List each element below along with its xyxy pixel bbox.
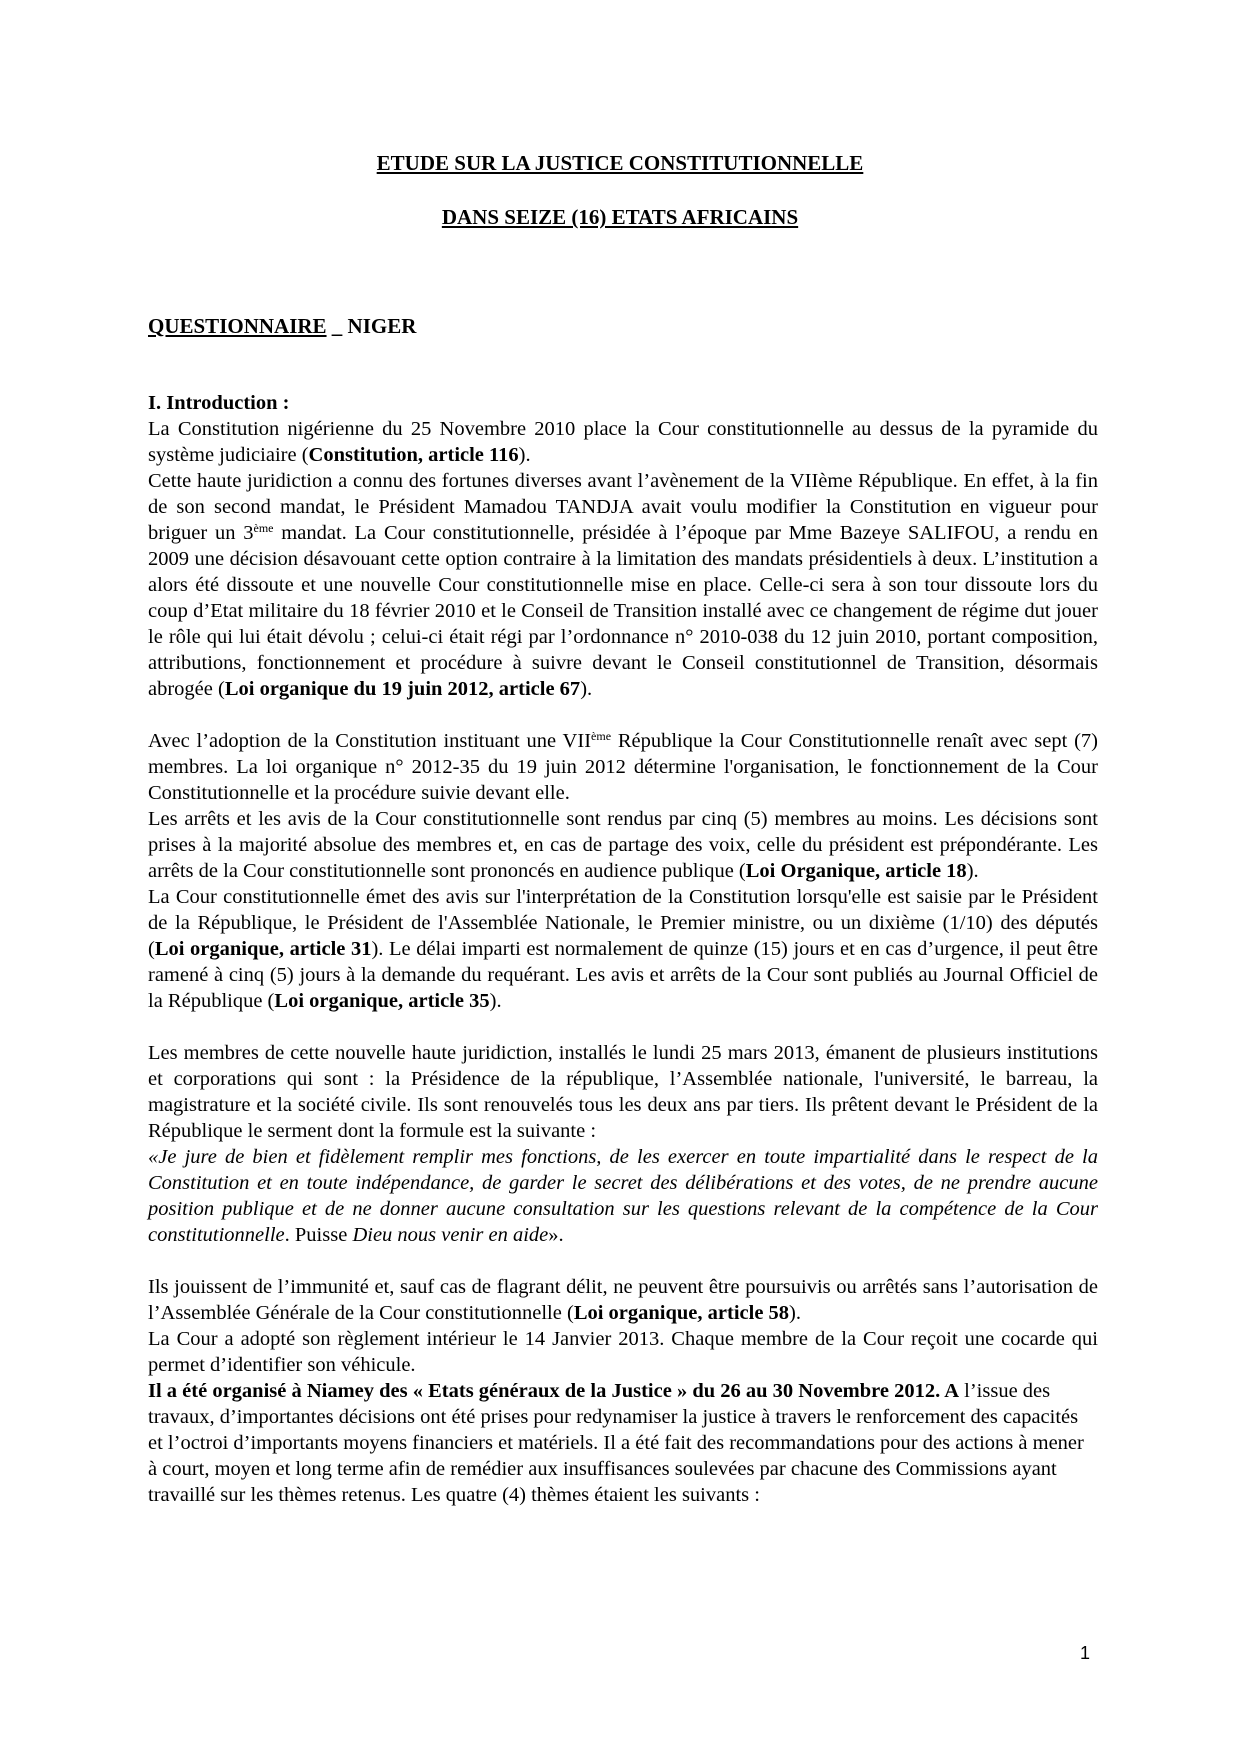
legal-reference: Loi organique du 19 juin 2012, article 67 (224, 678, 581, 700)
text-run: La Cour constitutionnelle émet des avis sur l'interprétation de la Constitution lorsqu'elle est saisie par le Président de la République, le Président de l'Assemblée Nationale, le Premier ministre, ou un dixième (1/10) des députés ( (148, 886, 1098, 960)
legal-reference: Loi Organique, article 18 (745, 860, 967, 882)
questionnaire-country: _ NIGER (326, 314, 417, 338)
text-run: Avec l’adoption de la Constitution instituant une VII (148, 730, 592, 752)
paragraph-spacer (148, 702, 1098, 728)
paragraph-spacer (148, 1248, 1098, 1274)
bold-lead: Il a été organisé à Niamey des « Etats généraux de la Justice » du 26 au 30 Novembre 2012. A (148, 1380, 960, 1402)
paragraph-etats-generaux (148, 1378, 1098, 1508)
legal-reference: Loi organique, article 31 (154, 938, 372, 960)
text-run: l’issue des travaux, d’importantes décisions ont été prises pour redynamiser la justice à travers le renforcement des capacités et l’octroi d’importants moyens financiers et matériels. Il a été fait des recommandations pour des actions à mener à court, moyen et long terme afin de remédier aux insuffisances soulevées par chacune des Commissions ayant travaillé sur les thèmes retenus. Les quatre (4) thèmes étaient les suivants : (148, 1380, 1084, 1506)
oath-text: Dieu nous venir en aide (352, 1224, 549, 1246)
paragraph-immunity (148, 1274, 1098, 1326)
text-run: ). (789, 1302, 801, 1324)
text-run: Les arrêts et les avis de la Cour constitutionnelle sont rendus par cinq (5) membres au moins. Les décisions sont prises à la majorité absolue des membres et, en cas de partage des voix, celle du président est prépondérante. Les arrêts de la Cour constitutionnelle sont prononcés en audience publique ( (148, 808, 1098, 882)
document-body (148, 390, 1098, 1508)
oath-text: «Je jure de bien et fidèlement remplir mes fonctions, de les exercer en toute impartialité dans le respect de la Constitution et en toute indépendance, de garder le secret des délibérations et des votes, de ne prendre aucune position publique et de ne donner aucune consultation sur les questions relevant de la compétence de la Cour constitutionnelle (148, 1146, 1098, 1246)
text-run: ». (548, 1224, 564, 1246)
text-run: ). (518, 444, 531, 466)
text-run: La Constitution nigérienne du 25 Novembre 2010 place la Cour constitutionnelle au dessus de la pyramide du système judiciaire ( (148, 418, 1098, 466)
page-number: 1 (1080, 1643, 1091, 1663)
text-run: Cette haute juridiction a connu des fortunes diverses avant l’avènement de la VIIème République. En effet, à la fin de son second mandat, le Président Mamadou TANDJA avait voulu modifier la Constitution en vigueur pour briguer un 3 (148, 470, 1098, 544)
legal-reference: Loi organique, article 58 (573, 1302, 790, 1324)
paragraph-decisions (148, 806, 1098, 884)
paragraph-spacer (148, 1014, 1098, 1040)
superscript: ème (591, 729, 612, 743)
section-heading-introduction: I. Introduction : (148, 392, 290, 414)
document-title-line-2: DANS SEIZE (16) ETATS AFRICAINS (441, 205, 799, 229)
text-run: ). (966, 860, 979, 882)
text-run: ). Le délai imparti est normalement de quinze (15) jours et en cas d’urgence, il peut être ramené à cinq (5) jours à la demande du requérant. Les avis et arrêts de la Cour sont publiés au Journal Officiel de la République ( (148, 938, 1098, 1012)
paragraph-constitution (148, 416, 1098, 468)
paragraph-members: Les membres de cette nouvelle haute juridiction, installés le lundi 25 mars 2013, émanent de plusieurs institutions et corporations qui sont : la Présidence de la république, l’Assemblée nationale, l'université, le barreau, la magistrature et la société civile. Ils sont renouvelés tous les deux ans par tiers. Ils prêtent devant le Président de la République le serment dont la formule est la suivante : (148, 1042, 1098, 1142)
text-run: Ils jouissent de l’immunité et, sauf cas de flagrant délit, ne peuvent être poursuivis ou arrêtés sans l’autorisation de l’Assemblée Générale de la Cour constitutionnelle ( (148, 1276, 1098, 1324)
text-run: . Puisse (284, 1224, 353, 1246)
document-title-line-1: ETUDE SUR LA JUSTICE CONSTITUTIONNELLE (376, 151, 864, 175)
superscript: ème (253, 521, 274, 535)
paragraph-history (148, 468, 1098, 702)
paragraph-opinions (148, 884, 1098, 1014)
oath-quote (148, 1144, 1098, 1248)
legal-reference: Loi organique, article 35 (274, 990, 490, 1012)
text-run: République la Cour Constitutionnelle renaît avec sept (7) membres. La loi organique n° 2012-35 du 19 juin 2012 détermine l'organisation, le fonctionnement de la Cour Constitutionnelle et la procédure suivie devant elle. (148, 730, 1098, 804)
text-run: ). (489, 990, 502, 1012)
questionnaire-heading (148, 313, 416, 339)
questionnaire-label: QUESTIONNAIRE (148, 314, 327, 338)
text-run: ). (580, 678, 593, 700)
legal-reference: Constitution, article 116 (308, 444, 519, 466)
paragraph-seventh-republic (148, 728, 1098, 806)
text-run: mandat. La Cour constitutionnelle, présidée à l’époque par Mme Bazeye SALIFOU, a rendu en 2009 une décision désavouant cette option contraire à la limitation des mandats présidentiels à deux. L’institution a alors été dissoute et une nouvelle Cour constitutionnelle mise en place. Celle-ci sera à son tour dissoute lors du coup d’Etat militaire du 18 février 2010 et le Conseil de Transition installé avec ce changement de régime dut jouer le rôle qui lui était dévolu ; celui-ci était régi par l’ordonnance n° 2010-038 du 12 juin 2010, portant composition, attributions, fonctionnement et procédure à suivre devant le Conseil constitutionnel de Transition, désormais abrogée ( (148, 522, 1098, 700)
paragraph-rules: La Cour a adopté son règlement intérieur le 14 Janvier 2013. Chaque membre de la Cour reçoit une cocarde qui permet d’identifier son véhicule. (148, 1328, 1098, 1376)
